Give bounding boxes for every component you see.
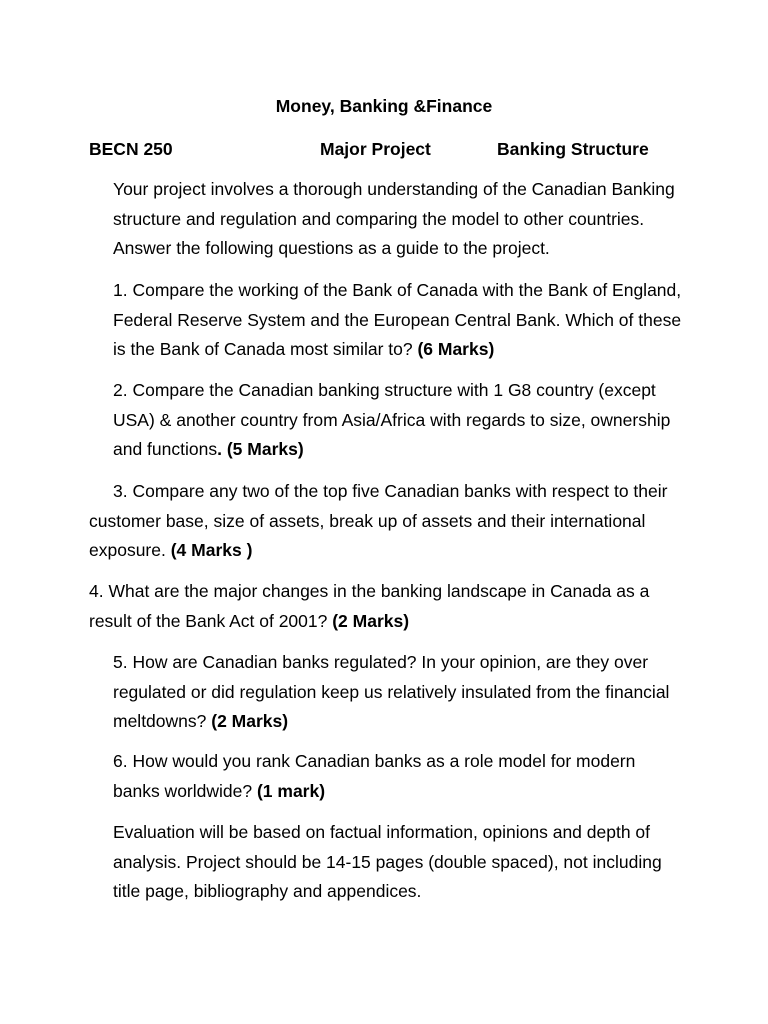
question-1-marks: (6 Marks)	[417, 339, 495, 359]
question-1-text: 1. Compare the working of the Bank of Canada with the Bank of England, Federal Reserve System and the European Central Bank. Which of these is the Bank of Canada most similar to?	[113, 280, 682, 359]
question-2-marks: . (5 M	[217, 439, 262, 459]
question-6-marks: (1 mark)	[256, 780, 326, 801]
course-header	[0, 137, 768, 161]
question-3	[89, 477, 689, 566]
question-2	[113, 376, 683, 465]
question-2-marks-tail: arks)	[261, 439, 304, 459]
question-3-marks: (4 Marks )	[170, 540, 253, 560]
course-code: BECN 250	[89, 139, 173, 159]
question-5	[113, 648, 683, 737]
question-2-text: 2. Compare the Canadian banking structure with 1 G8 country (except USA) & another country from Asia/Africa with regards to size, ownership and functions	[113, 380, 671, 459]
question-6-text: 6. How would you rank Canadian banks as a role model for modern banks worldwide?	[113, 751, 636, 801]
evaluation-paragraph: Evaluation will be based on factual information, opinions and depth of analysis. Project should be 14-15 pages (double spaced), not including title page, bibliography and appendices.	[113, 822, 662, 901]
question-6	[113, 747, 683, 806]
question-4	[89, 577, 689, 636]
project-topic: Banking Structure	[497, 139, 649, 159]
question-4-marks: (2 Marks)	[332, 610, 410, 631]
question-1	[113, 276, 683, 365]
project-label: Major Project	[320, 139, 431, 159]
question-4-text: 4. What are the major changes in the banking landscape in Canada as a result of the Bank Act of 2001?	[89, 581, 650, 631]
document-title: Money, Banking &Finance	[275, 96, 493, 116]
intro-paragraph: Your project involves a thorough understanding of the Canadian Banking structure and regulation and comparing the model to other countries. Answer the following questions as a guide to the project.	[113, 179, 675, 258]
question-5-text: 5. How are Canadian banks regulated? In your opinion, are they over regulated or did regulation keep us relatively insulated from the financial meltdowns?	[113, 652, 670, 731]
question-5-marks: (2 Marks)	[211, 711, 289, 731]
question-3-text: 3. Compare any two of the top five Canadian banks with respect to their customer base, size of assets, break up of assets and their international exposure.	[89, 481, 668, 560]
